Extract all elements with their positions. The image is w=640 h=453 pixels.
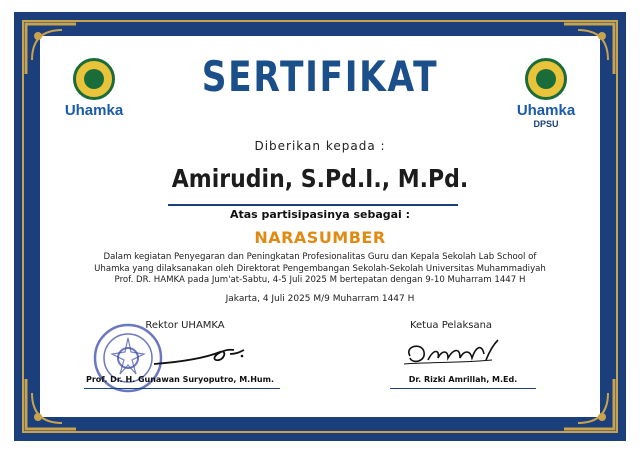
committee-chair-title: Ketua Pelaksana — [409, 320, 493, 331]
logo-wordmark-right: Uhamka — [516, 102, 576, 119]
name-underline — [168, 204, 458, 206]
rector-signature-line — [84, 388, 280, 389]
rector-name: Prof. Dr. H. Gunawan Suryoputro, M.Hum. — [86, 375, 274, 384]
description-line: Uhamka yang dilaksanakan oleh Direktorat Pengembangan Sekolah-Sekolah Universitas Muhammadiyah — [94, 263, 546, 274]
recipient-name: Amirudin, S.Pd.I., M.Pd. — [171, 164, 469, 193]
committee-chair-signature-line — [390, 388, 536, 389]
given-to-label: Diberikan kepada : — [254, 139, 386, 153]
rector-title: Rektor UHAMKA — [145, 320, 225, 331]
corner-ornament-bottom-right — [560, 375, 618, 433]
description-line: Dalam kegiatan Penyegaran dan Peningkatan Profesionalitas Guru dan Kepala Sekolah Lab School of — [103, 252, 537, 262]
description-line: Prof. DR. HAMKA pada Jum'at-Sabtu, 4-5 Juli 2025 M bertepatan dengan 9-10 Muharram 1447 H — [114, 275, 526, 285]
logo-wordmark-left: Uhamka — [64, 102, 124, 119]
logo-sub-dpsu: DPSU — [533, 119, 559, 129]
event-description — [80, 252, 560, 287]
committee-chair-name: Dr. Rizki Amrillah, M.Ed. — [408, 375, 518, 384]
participant-role: NARASUMBER — [254, 228, 386, 247]
participation-label: Atas partisipasinya sebagai : — [229, 208, 411, 221]
committee-chair-signature — [402, 336, 502, 370]
certificate-title: SERTIFIKAT — [201, 52, 439, 101]
rector-signature — [150, 340, 250, 374]
issue-date: Jakarta, 4 Juli 2025 M/9 Muharram 1447 H — [225, 294, 415, 304]
